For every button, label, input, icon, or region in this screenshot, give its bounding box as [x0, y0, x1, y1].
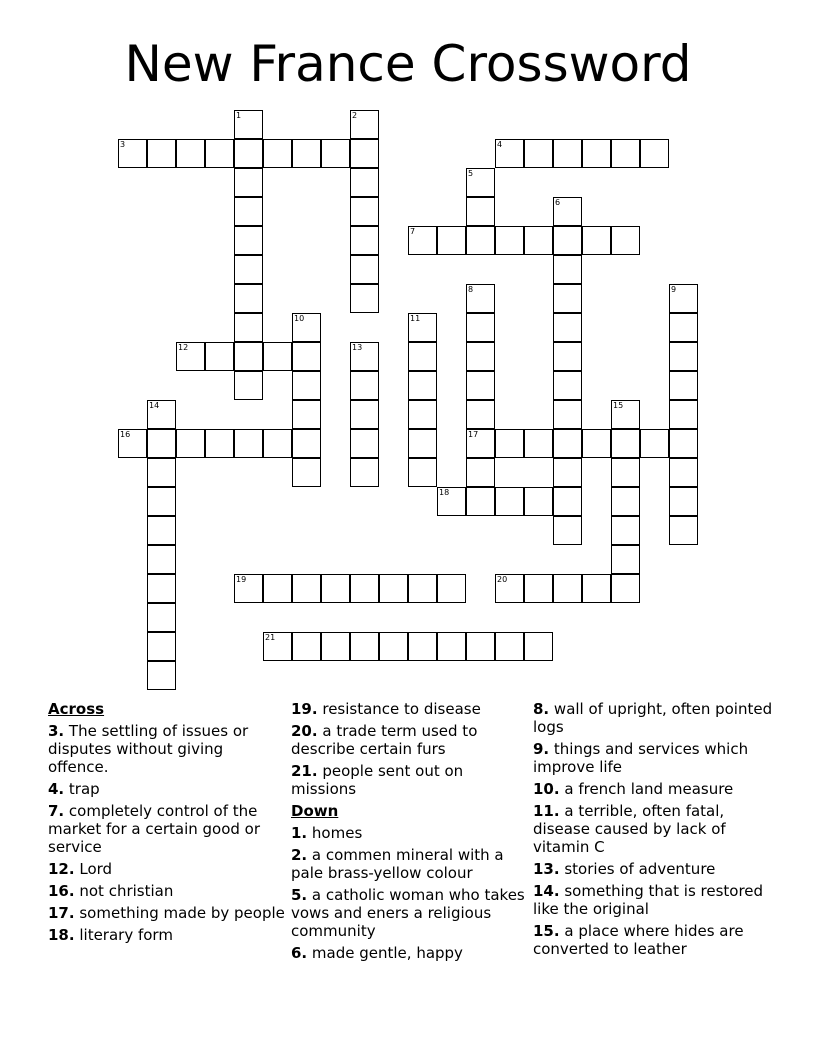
clue-item	[48, 926, 288, 944]
clue-number: 21.	[291, 762, 318, 780]
clue-number-1: 1	[236, 111, 242, 120]
grid-cell[interactable]	[292, 429, 321, 458]
grid-cell[interactable]	[408, 458, 437, 487]
grid-cell[interactable]	[553, 487, 582, 516]
clues-column-1	[48, 700, 288, 948]
clue-number-8: 8	[468, 285, 474, 294]
clue-number: 14.	[533, 882, 560, 900]
grid-cell[interactable]	[553, 458, 582, 487]
grid-cell[interactable]	[640, 429, 669, 458]
clue-number-10: 10	[294, 314, 305, 323]
clue-text: resistance to disease	[322, 700, 481, 718]
clue-number-15: 15	[613, 401, 624, 410]
grid-cell[interactable]	[147, 487, 176, 516]
grid-cell[interactable]	[611, 429, 640, 458]
grid-cell[interactable]	[147, 603, 176, 632]
grid-cell[interactable]	[234, 371, 263, 400]
grid-cell[interactable]	[611, 458, 640, 487]
grid-cell[interactable]	[466, 371, 495, 400]
grid-cell[interactable]	[466, 632, 495, 661]
grid-cell[interactable]	[466, 226, 495, 255]
grid-cell[interactable]	[669, 487, 698, 516]
clue-number-4: 4	[497, 140, 503, 149]
clue-item	[533, 922, 773, 958]
grid-cell[interactable]	[147, 139, 176, 168]
clue-item	[533, 780, 773, 798]
clue-text: a catholic woman who takes vows and eners a religious community	[291, 886, 525, 940]
grid-cell[interactable]	[553, 255, 582, 284]
down-header: Down	[291, 802, 339, 820]
clue-text: people sent out on missions	[291, 762, 464, 798]
grid-cell[interactable]	[466, 400, 495, 429]
grid-cell[interactable]	[147, 429, 176, 458]
clues-column-2	[291, 700, 531, 966]
clue-number: 18.	[48, 926, 75, 944]
grid-cell[interactable]	[466, 458, 495, 487]
clue-text: Lord	[79, 860, 113, 878]
clue-text: a trade term used to describe certain furs	[291, 722, 478, 758]
grid-cell[interactable]	[553, 284, 582, 313]
grid-cell[interactable]	[350, 226, 379, 255]
grid-cell[interactable]	[466, 342, 495, 371]
clue-number: 19.	[291, 700, 318, 718]
grid-cell[interactable]	[205, 342, 234, 371]
clue-number: 17.	[48, 904, 75, 922]
grid-cell[interactable]	[234, 226, 263, 255]
clue-text: a commen mineral with a pale brass-yellow colour	[291, 846, 504, 882]
clue-text: something made by people	[79, 904, 285, 922]
clue-text: The settling of issues or disputes without giving offence.	[48, 722, 249, 776]
clue-item	[533, 802, 773, 856]
grid-cell[interactable]	[147, 458, 176, 487]
page-title: New France Crossword	[124, 35, 692, 93]
grid-cell[interactable]	[176, 429, 205, 458]
clue-item	[291, 886, 531, 940]
grid-cell[interactable]	[669, 342, 698, 371]
clue-text: something that is restored like the original	[533, 882, 764, 918]
grid-cell[interactable]	[524, 574, 553, 603]
grid-cell[interactable]	[669, 429, 698, 458]
grid-cell[interactable]	[292, 458, 321, 487]
clue-number: 5.	[291, 886, 308, 904]
grid-cell[interactable]	[350, 632, 379, 661]
grid-cell[interactable]	[524, 429, 553, 458]
grid-cell[interactable]	[611, 226, 640, 255]
clue-number: 20.	[291, 722, 318, 740]
grid-cell[interactable]	[147, 661, 176, 690]
clue-item	[533, 740, 773, 776]
grid-cell[interactable]	[292, 342, 321, 371]
grid-cell[interactable]	[263, 574, 292, 603]
grid-cell[interactable]	[582, 574, 611, 603]
grid-cell[interactable]	[147, 574, 176, 603]
clue-text: trap	[68, 780, 100, 798]
clue-number-7: 7	[410, 227, 416, 236]
grid-cell[interactable]	[495, 487, 524, 516]
grid-cell[interactable]	[147, 632, 176, 661]
grid-cell[interactable]	[147, 516, 176, 545]
grid-cell[interactable]	[234, 429, 263, 458]
clue-item	[291, 824, 531, 842]
clue-number: 4.	[48, 780, 65, 798]
grid-cell[interactable]	[292, 574, 321, 603]
grid-cell[interactable]	[524, 139, 553, 168]
clue-number: 8.	[533, 700, 550, 718]
clue-text: homes	[311, 824, 363, 842]
grid-cell[interactable]	[495, 632, 524, 661]
grid-cell[interactable]	[350, 139, 379, 168]
clue-number: 6.	[291, 944, 308, 962]
clue-item	[533, 700, 773, 736]
grid-cell[interactable]	[234, 313, 263, 342]
grid-cell[interactable]	[611, 574, 640, 603]
grid-cell[interactable]	[669, 371, 698, 400]
across-header: Across	[48, 700, 105, 718]
clue-item	[291, 762, 531, 798]
grid-cell[interactable]	[611, 487, 640, 516]
clue-item	[291, 944, 531, 962]
grid-cell[interactable]	[669, 400, 698, 429]
clue-number: 13.	[533, 860, 560, 878]
clue-number-5: 5	[468, 169, 474, 178]
grid-cell[interactable]	[379, 632, 408, 661]
clue-number-17: 17	[468, 430, 479, 439]
clue-text: things and services which improve life	[533, 740, 749, 776]
clue-item	[48, 780, 288, 798]
clue-number: 15.	[533, 922, 560, 940]
grid-cell[interactable]	[611, 545, 640, 574]
grid-cell[interactable]	[350, 458, 379, 487]
grid-cell[interactable]	[524, 632, 553, 661]
grid-cell[interactable]	[263, 139, 292, 168]
clue-number-3: 3	[120, 140, 126, 149]
grid-cell[interactable]	[292, 139, 321, 168]
clue-number-19: 19	[236, 575, 247, 584]
clue-item	[48, 802, 288, 856]
grid-cell[interactable]	[408, 371, 437, 400]
grid-cell[interactable]	[553, 400, 582, 429]
grid-cell[interactable]	[669, 458, 698, 487]
clue-text: a place where hides are converted to leather	[533, 922, 744, 958]
grid-cell[interactable]	[553, 429, 582, 458]
clue-number-9: 9	[671, 285, 677, 294]
grid-cell[interactable]	[640, 139, 669, 168]
grid-cell[interactable]	[234, 197, 263, 226]
clue-text: made gentle, happy	[311, 944, 463, 962]
clue-text: stories of adventure	[564, 860, 716, 878]
grid-cell[interactable]	[350, 284, 379, 313]
clue-number-20: 20	[497, 575, 508, 584]
grid-cell[interactable]	[553, 516, 582, 545]
clue-number-16: 16	[120, 430, 131, 439]
clue-number: 7.	[48, 802, 65, 820]
grid-cell[interactable]	[176, 139, 205, 168]
clue-text: not christian	[79, 882, 174, 900]
clue-number: 11.	[533, 802, 560, 820]
clue-number: 10.	[533, 780, 560, 798]
grid-cell[interactable]	[234, 168, 263, 197]
clue-item	[48, 722, 288, 776]
grid-cell[interactable]	[466, 487, 495, 516]
grid-cell[interactable]	[495, 429, 524, 458]
clue-text: literary form	[79, 926, 173, 944]
grid-cell[interactable]	[408, 429, 437, 458]
clue-number-12: 12	[178, 343, 189, 352]
grid-cell[interactable]	[611, 139, 640, 168]
clue-item	[48, 860, 288, 878]
clue-item	[291, 846, 531, 882]
grid-cell[interactable]	[582, 139, 611, 168]
grid-cell[interactable]	[263, 342, 292, 371]
grid-cell[interactable]	[582, 226, 611, 255]
clue-item	[48, 882, 288, 900]
grid-cell[interactable]	[553, 371, 582, 400]
clue-item	[533, 882, 773, 918]
clue-text: a terrible, often fatal, disease caused by lack of vitamin C	[533, 802, 726, 856]
grid-cell[interactable]	[437, 574, 466, 603]
clue-number: 12.	[48, 860, 75, 878]
grid-cell[interactable]	[553, 139, 582, 168]
grid-cell[interactable]	[553, 226, 582, 255]
grid-cell[interactable]	[466, 313, 495, 342]
clue-item	[48, 904, 288, 922]
grid-cell[interactable]	[669, 313, 698, 342]
clue-text: wall of upright, often pointed logs	[533, 700, 773, 736]
clues-column-3	[533, 700, 773, 962]
clue-number: 2.	[291, 846, 308, 864]
grid-cell[interactable]	[553, 313, 582, 342]
grid-cell[interactable]	[321, 574, 350, 603]
grid-cell[interactable]	[553, 574, 582, 603]
grid-cell[interactable]	[321, 632, 350, 661]
grid-cell[interactable]	[524, 226, 553, 255]
grid-cell[interactable]	[437, 632, 466, 661]
grid-cell[interactable]	[408, 574, 437, 603]
clue-number: 9.	[533, 740, 550, 758]
clue-number-18: 18	[439, 488, 450, 497]
grid-cell[interactable]	[350, 400, 379, 429]
grid-cell[interactable]	[582, 429, 611, 458]
grid-cell[interactable]	[205, 429, 234, 458]
grid-cell[interactable]	[205, 139, 234, 168]
grid-cell[interactable]	[350, 429, 379, 458]
grid-cell[interactable]	[350, 168, 379, 197]
grid-cell[interactable]	[234, 342, 263, 371]
grid-cell[interactable]	[466, 197, 495, 226]
grid-cell[interactable]	[263, 429, 292, 458]
clue-number: 3.	[48, 722, 65, 740]
grid-cell[interactable]	[147, 545, 176, 574]
grid-cell[interactable]	[553, 342, 582, 371]
clue-number-14: 14	[149, 401, 160, 410]
clue-item	[291, 722, 531, 758]
clue-number-11: 11	[410, 314, 421, 323]
grid-cell[interactable]	[379, 574, 408, 603]
clue-number-6: 6	[555, 198, 561, 207]
grid-cell[interactable]	[408, 342, 437, 371]
grid-cell[interactable]	[408, 632, 437, 661]
grid-cell[interactable]	[669, 516, 698, 545]
grid-cell[interactable]	[234, 255, 263, 284]
grid-cell[interactable]	[495, 226, 524, 255]
grid-cell[interactable]	[292, 632, 321, 661]
grid-cell[interactable]	[234, 139, 263, 168]
clue-item	[291, 700, 531, 718]
grid-cell[interactable]	[350, 371, 379, 400]
grid-cell[interactable]	[437, 226, 466, 255]
clue-item	[533, 860, 773, 878]
clue-text: completely control of the market for a certain good or service	[48, 802, 261, 856]
grid-cell[interactable]	[350, 574, 379, 603]
grid-cell[interactable]	[292, 400, 321, 429]
clue-number: 16.	[48, 882, 75, 900]
grid-cell[interactable]	[234, 284, 263, 313]
grid-cell[interactable]	[321, 139, 350, 168]
grid-cell[interactable]	[292, 371, 321, 400]
grid-cell[interactable]	[524, 487, 553, 516]
clue-number-13: 13	[352, 343, 363, 352]
clue-text: a french land measure	[564, 780, 734, 798]
clue-number-21: 21	[265, 633, 276, 642]
clue-number: 1.	[291, 824, 308, 842]
grid-cell[interactable]	[611, 516, 640, 545]
grid-cell[interactable]	[350, 255, 379, 284]
clue-number-2: 2	[352, 111, 358, 120]
grid-cell[interactable]	[350, 197, 379, 226]
grid-cell[interactable]	[408, 400, 437, 429]
